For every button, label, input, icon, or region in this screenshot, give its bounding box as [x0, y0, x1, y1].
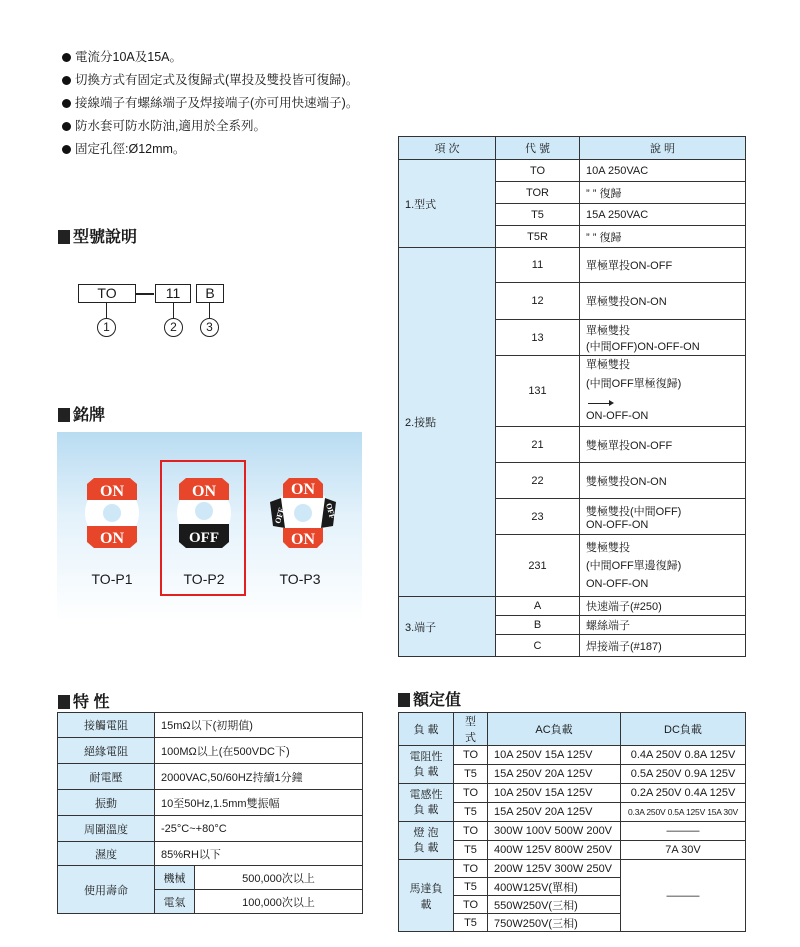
desc-cell: 螺絲端子: [580, 616, 746, 635]
char-value: 100MΩ以上(在500VDC下): [155, 738, 363, 764]
char-value: 15mΩ以下(初期值): [155, 713, 363, 738]
plate-label-to-p1: TO-P1: [91, 571, 133, 587]
desc-cell: 單極單投ON-OFF: [580, 248, 746, 283]
plate-label-to-p2: TO-P2: [183, 571, 225, 587]
char-label: 振動: [58, 790, 155, 816]
load-cell: 馬達負載: [399, 860, 454, 932]
group-terminal: 3.端子: [399, 597, 496, 657]
code-cell: T5R: [496, 226, 580, 248]
desc-cell: 單極雙投ON-ON: [580, 283, 746, 320]
ac-cell: 10A 250V 15A 125V: [488, 746, 621, 765]
nameplate-to-p1-icon: [79, 472, 145, 554]
model-diagram: [78, 284, 238, 344]
table-row: [399, 784, 746, 803]
type-cell: T5: [454, 914, 488, 932]
heading-square-icon: [398, 693, 410, 707]
type-cell: T5: [454, 878, 488, 896]
char-value: 2000VAC,50/60HZ持續1分鐘: [155, 764, 363, 790]
plate-label-to-p3: TO-P3: [279, 571, 321, 587]
model-box-type: TO: [78, 284, 136, 303]
desc-cell: ” ” 復歸: [580, 182, 746, 204]
table-row: [58, 738, 363, 764]
header-ac: AC負載: [488, 713, 621, 746]
header-dc: DC負載: [621, 713, 746, 746]
life-value: 500,000次以上: [195, 866, 363, 890]
desc-cell: 單極雙投 (中間OFF單極復歸) ON-OFF-ON: [580, 356, 746, 427]
table-row: [58, 713, 363, 738]
feature-list: [62, 46, 402, 161]
desc-cell: 雙極雙投ON-ON: [580, 463, 746, 499]
desc-cell: 15A 250VAC: [580, 204, 746, 226]
model-box-terminal: B: [196, 284, 224, 303]
ac-cell: 10A 250V 15A 125V: [488, 784, 621, 803]
feature-item: 固定孔徑:Ø12mm。: [62, 138, 402, 161]
bullet-dot-icon: [62, 122, 71, 131]
bullet-dot-icon: [62, 53, 71, 62]
table-row: [58, 816, 363, 842]
nameplate-heading: 銘牌: [58, 402, 105, 425]
group-type: 1.型式: [399, 160, 496, 248]
char-label: 耐電壓: [58, 764, 155, 790]
table-row: [399, 746, 746, 765]
model-circle-3: 3: [200, 318, 219, 337]
code-cell: A: [496, 597, 580, 616]
ac-cell: 550W250V(三相): [488, 896, 621, 914]
feature-item: 電流分10A及15A。: [62, 46, 402, 69]
plate-on-text: ON: [192, 483, 216, 500]
char-label: 接觸電阻: [58, 713, 155, 738]
header-type: 型 式: [454, 713, 488, 746]
heading-square-icon: [58, 230, 70, 244]
model-box-contact: 11: [155, 284, 191, 303]
bullet-dot-icon: [62, 76, 71, 85]
char-label: 周圍溫度: [58, 816, 155, 842]
code-cell: 13: [496, 320, 580, 356]
desc-cell: 雙極單投ON-OFF: [580, 427, 746, 463]
char-value: 10至50Hz,1.5mm雙振幅: [155, 790, 363, 816]
code-cell: 23: [496, 499, 580, 535]
load-cell: 電感性 負 載: [399, 784, 454, 822]
ac-cell: 750W250V(三相): [488, 914, 621, 932]
type-cell: T5: [454, 841, 488, 860]
code-table-header: [399, 137, 746, 160]
table-row: [58, 790, 363, 816]
model-connector: [136, 293, 154, 295]
type-cell: TO: [454, 860, 488, 878]
desc-cell: 雙極雙投 (中間OFF單邊復歸) ON-OFF-ON: [580, 535, 746, 597]
dc-cell: ———: [621, 822, 746, 841]
feature-item: 防水套可防水防油,適用於全系列。: [62, 115, 402, 138]
rating-table-header: [399, 713, 746, 746]
dc-cell: 0.5A 250V 0.9A 125V: [621, 765, 746, 784]
plate-off-text: OFF: [273, 506, 287, 525]
load-cell: 電阻性 負 載: [399, 746, 454, 784]
table-row: [58, 764, 363, 790]
model-circle-1: 1: [97, 318, 116, 337]
type-cell: TO: [454, 822, 488, 841]
model-heading: 型號說明: [58, 224, 137, 247]
model-leader-line: [106, 303, 107, 318]
feature-item: 切換方式有固定式及復歸式(單投及雙投皆可復歸)。: [62, 69, 402, 92]
model-leader-line: [209, 303, 210, 318]
char-label: 濕度: [58, 842, 155, 866]
plate-on-text: ON: [100, 530, 124, 547]
code-cell: 22: [496, 463, 580, 499]
table-row: [399, 160, 746, 182]
load-cell: 燈 泡 負 載: [399, 822, 454, 860]
desc-cell: 快速端子(#250): [580, 597, 746, 616]
header-desc: 說 明: [580, 137, 746, 160]
group-contact: 2.接點: [399, 248, 496, 597]
dc-cell: ———: [621, 860, 746, 932]
selected-plate-highlight: [160, 460, 246, 596]
desc-cell: ” ” 復歸: [580, 226, 746, 248]
ac-cell: 300W 100V 500W 200V: [488, 822, 621, 841]
type-cell: TO: [454, 896, 488, 914]
header-item: 項 次: [399, 137, 496, 160]
header-load: 負 載: [399, 713, 454, 746]
code-cell: 21: [496, 427, 580, 463]
char-label: 絕緣電阻: [58, 738, 155, 764]
code-cell: TOR: [496, 182, 580, 204]
table-row: [399, 248, 746, 283]
code-cell: 11: [496, 248, 580, 283]
model-circle-2: 2: [164, 318, 183, 337]
life-value: 100,000次以上: [195, 890, 363, 914]
code-cell: T5: [496, 204, 580, 226]
life-sub-label: 電氣: [155, 890, 195, 914]
ac-cell: 400W125V(單相): [488, 878, 621, 896]
type-cell: T5: [454, 803, 488, 822]
code-cell: TO: [496, 160, 580, 182]
char-label: 使用壽命: [58, 866, 155, 914]
ac-cell: 15A 250V 20A 125V: [488, 765, 621, 784]
model-code-table: [398, 136, 746, 657]
ac-cell: 400W 125V 800W 250V: [488, 841, 621, 860]
plate-off-text: OFF: [324, 502, 337, 520]
desc-cell: 10A 250VAC: [580, 160, 746, 182]
plate-off-text: OFF: [189, 530, 219, 546]
dc-cell: 0.4A 250V 0.8A 125V: [621, 746, 746, 765]
ac-cell: 15A 250V 20A 125V: [488, 803, 621, 822]
heading-square-icon: [58, 695, 70, 709]
dc-cell: 0.3A 250V 0.5A 125V 15A 30V: [621, 803, 746, 822]
nameplate-to-p3-icon: [267, 472, 339, 554]
ac-cell: 200W 125V 300W 250V: [488, 860, 621, 878]
table-row: [58, 866, 363, 890]
type-cell: T5: [454, 765, 488, 784]
heading-square-icon: [58, 408, 70, 422]
plate-on-text: ON: [291, 481, 315, 498]
table-row: [399, 822, 746, 841]
dc-cell: 0.2A 250V 0.4A 125V: [621, 784, 746, 803]
bullet-dot-icon: [62, 145, 71, 154]
desc-cell: 焊接端子(#187): [580, 635, 746, 657]
rating-table: [398, 712, 746, 932]
rating-heading: 額定值: [398, 687, 461, 710]
code-cell: 12: [496, 283, 580, 320]
characteristics-table: [57, 712, 363, 914]
table-row: [399, 860, 746, 878]
arrow-icon: [588, 403, 610, 404]
model-leader-line: [173, 303, 174, 318]
type-cell: TO: [454, 746, 488, 765]
char-value: 85%RH以下: [155, 842, 363, 866]
desc-cell: 單極雙投 (中間OFF)ON-OFF-ON: [580, 320, 746, 356]
feature-item: 接線端子有螺絲端子及焊接端子(亦可用快速端子)。: [62, 92, 402, 115]
code-cell: 231: [496, 535, 580, 597]
life-sub-label: 機械: [155, 866, 195, 890]
desc-cell: 雙極雙投(中間OFF) ON-OFF-ON: [580, 499, 746, 535]
dc-cell: 7A 30V: [621, 841, 746, 860]
code-cell: C: [496, 635, 580, 657]
plate-on-text: ON: [291, 531, 315, 548]
code-cell: B: [496, 616, 580, 635]
code-cell: 131: [496, 356, 580, 427]
char-value: -25°C~+80°C: [155, 816, 363, 842]
characteristics-heading: 特 性: [58, 689, 109, 712]
bullet-dot-icon: [62, 99, 71, 108]
type-cell: TO: [454, 784, 488, 803]
header-code: 代 號: [496, 137, 580, 160]
plate-on-text: ON: [100, 483, 124, 500]
table-row: [58, 842, 363, 866]
table-row: [399, 597, 746, 616]
